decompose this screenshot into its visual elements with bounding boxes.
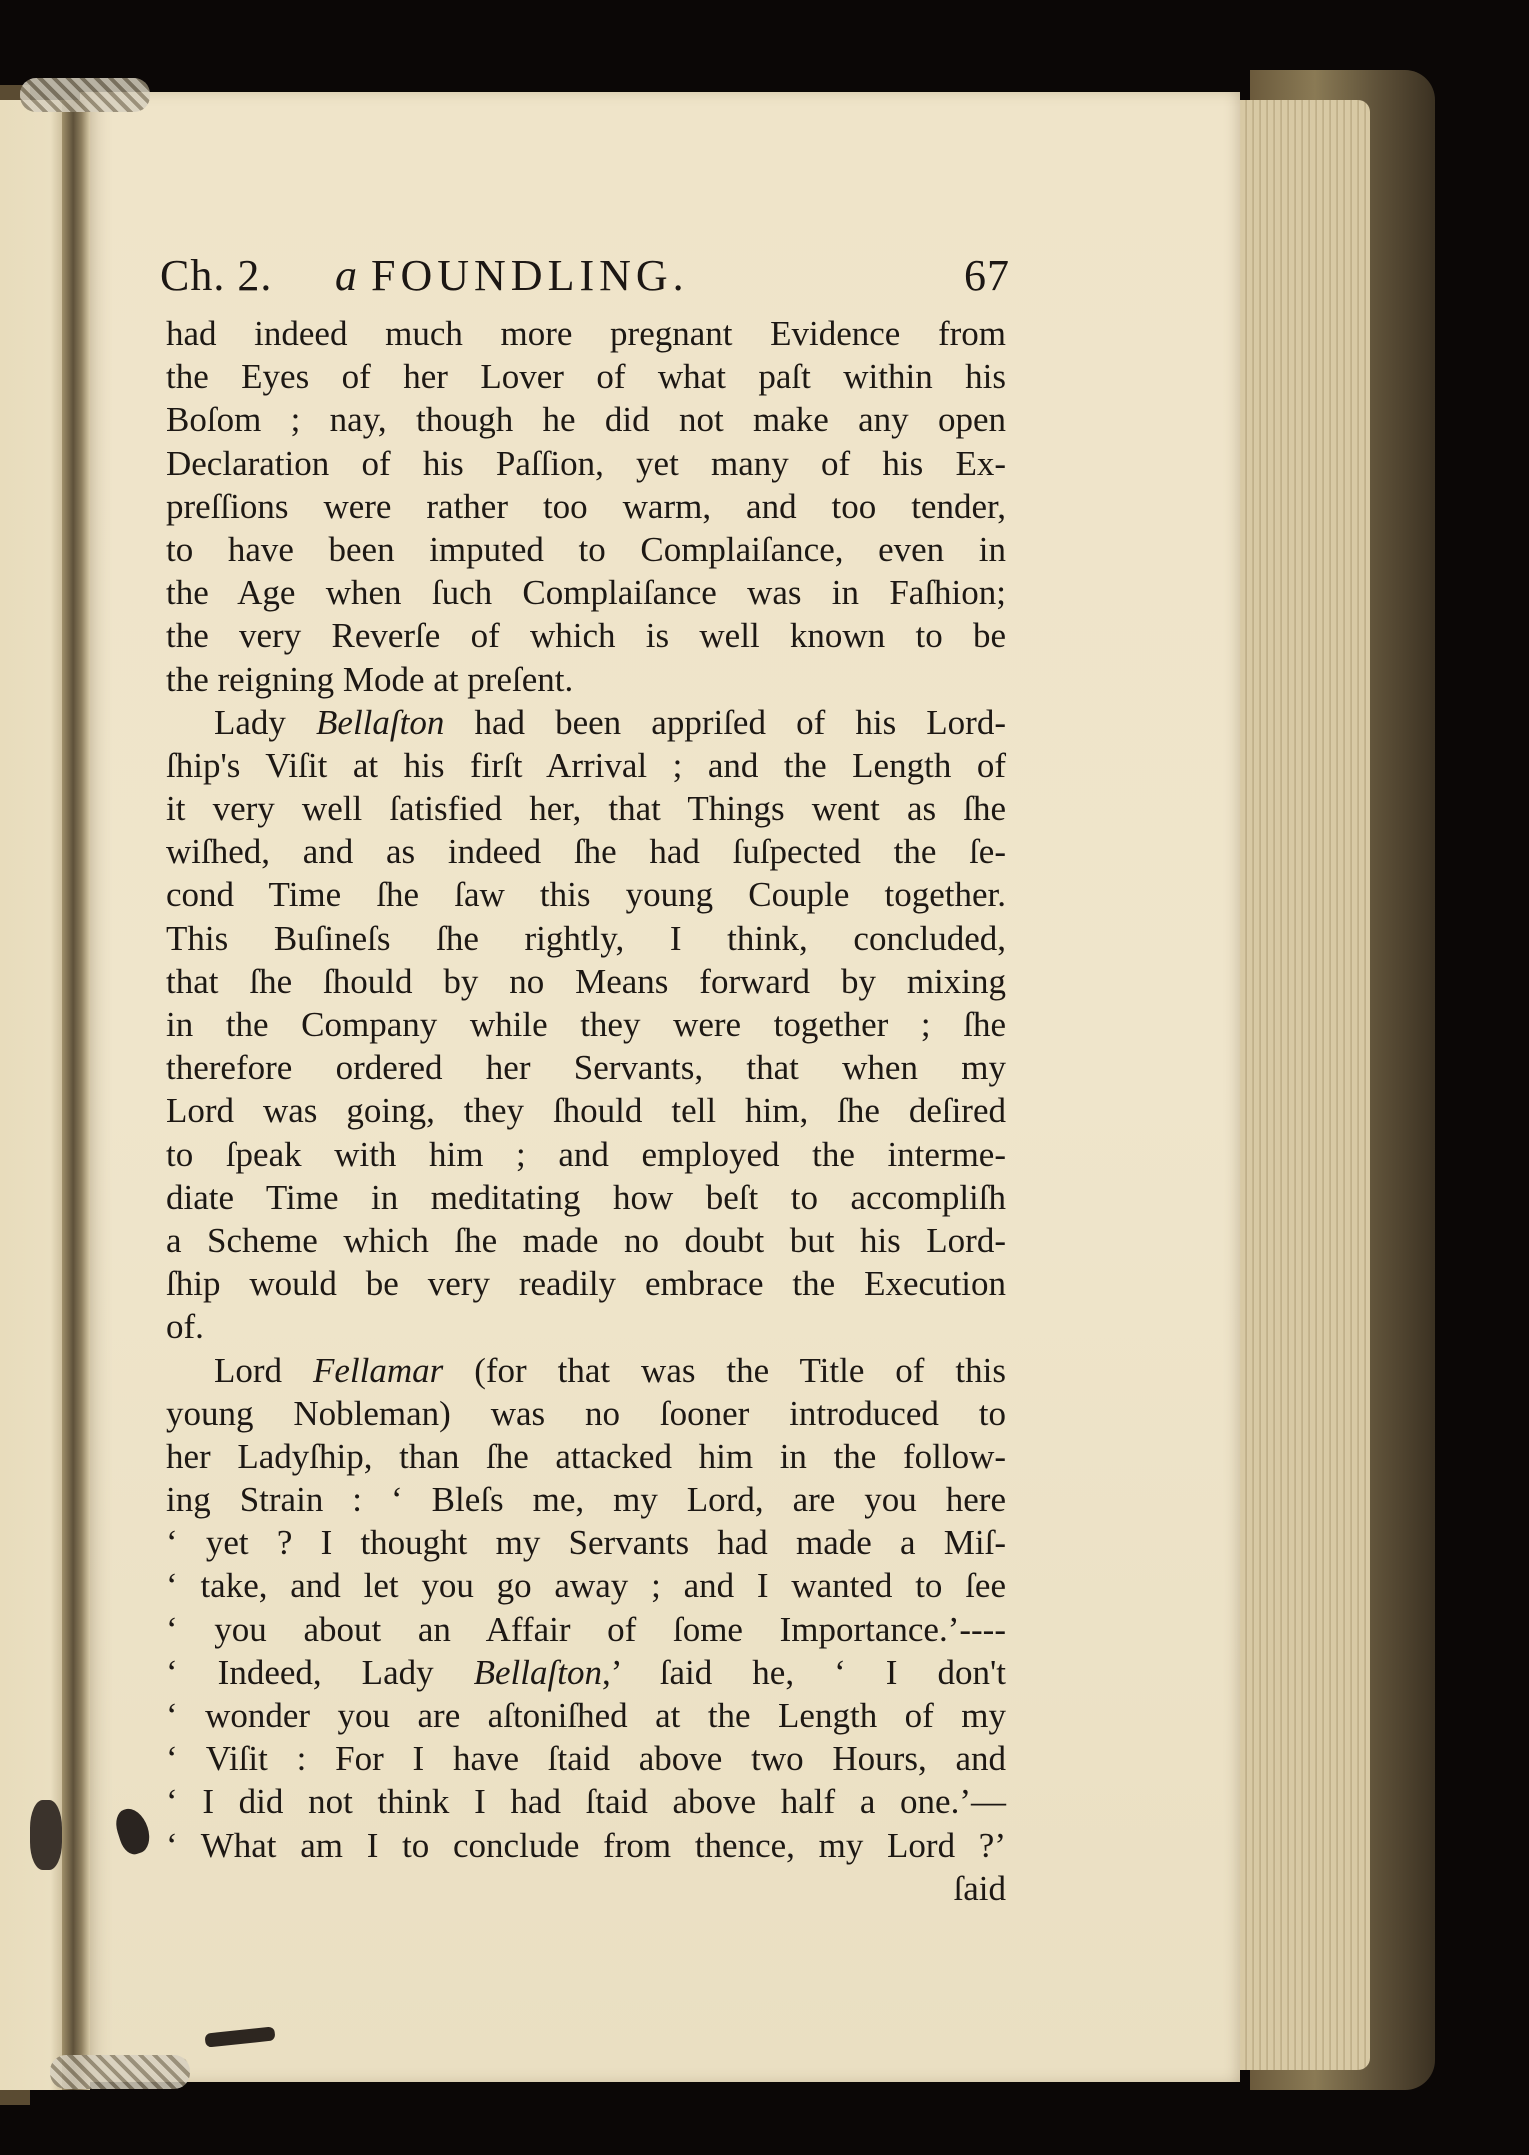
book-title [335,250,689,301]
text-line: the very Reverſe of which is well known to be [166,616,1006,656]
text-line: the reigning Mode at preſent. [166,659,574,699]
title-prefix: a [335,251,357,300]
text-line: the Eyes of her Lover of what paſt within his [166,357,1006,397]
text-line: ‘ wonder you are aſtoniſhed at the Length of my [166,1696,1006,1735]
text-line: Lady Bellaſton had been appriſed of his Lord- [214,702,1006,742]
text-line: ſhip would be very readily embrace the Execution [166,1264,1006,1304]
text-line: Declaration of his Paſſion, yet many of his Ex- [166,443,1006,483]
text-line: ‘ I did not think I had ſtaid above half a one.’— [166,1782,1006,1822]
text-line: had indeed much more pregnant Evidence from [166,314,1006,353]
chapter-label: Ch. 2. [160,251,273,300]
text-line: diate Time in meditating how beſt to accompliſh [166,1177,1006,1217]
text-line: therefore ordered her Servants, that when my [166,1048,1006,1088]
text-line: ‘ What am I to conclude from thence, my Lord ?’ [166,1825,1006,1865]
text-line: the Age when ſuch Complaiſance was in Faſhion; [166,573,1006,613]
binding-thread [20,78,150,112]
page-number: 67 [964,251,1010,300]
text-line: ‘ yet ? I thought my Servants had made a Miſ- [166,1523,1006,1563]
text-line: of. [166,1307,204,1347]
text-line: in the Company while they were together ; ſhe [166,1005,1006,1044]
running-head [160,250,1010,310]
title-text: FOUNDLING. [371,251,689,300]
text-line: cond Time ſhe ſaw this young Couple together. [166,875,1006,915]
text-line: ſhip's Viſit at his firſt Arrival ; and the Length of [166,745,1006,785]
text-line: Lord Fellamar (for that was the Title of this [214,1350,1006,1390]
text-line: to have been imputed to Complaiſance, even in [166,529,1006,569]
catchword: ſaid [953,1868,1006,1908]
text-line: Boſom ; nay, though he did not make any open [166,400,1006,440]
body-text [166,312,1006,1910]
text-line: to ſpeak with him ; and employed the interme- [166,1134,1006,1174]
text-line: ‘ Indeed, Lady Bellaſton,’ ſaid he, ‘ I don't [166,1652,1007,1692]
ink-stain [30,1800,62,1870]
text-line: Lord was going, they ſhould tell him, ſhe deſired [166,1091,1006,1131]
text-line: ‘ Viſit : For I have ſtaid above two Hours, and [166,1739,1006,1779]
text-line: young Nobleman) was no ſooner introduced to [166,1393,1006,1433]
text-line: a Scheme which ſhe made no doubt but his Lord- [166,1220,1006,1260]
text-line: ing Strain : ‘ Bleſs me, my Lord, are you here [166,1480,1006,1520]
text-line: wiſhed, and as indeed ſhe had ſuſpected the ſe- [166,832,1006,872]
text-line: preſſions were rather too warm, and too tender, [166,486,1006,526]
gutter [62,100,90,2090]
text-line: it very well ſatisfied her, that Things went as ſhe [166,789,1006,829]
text-line: ‘ take, and let you go away ; and I wanted to ſee [166,1566,1006,1606]
page-edges [1220,100,1370,2070]
text-line: This Buſineſs ſhe rightly, I think, concluded, [166,918,1006,958]
text-line: her Ladyſhip, than ſhe attacked him in the follow- [166,1436,1006,1476]
text-line: that ſhe ſhould by no Means forward by mixing [166,961,1006,1001]
text-line: ‘ you about an Affair of ſome Importance.’---- [166,1609,1006,1649]
binding-thread-bottom [50,2055,190,2089]
